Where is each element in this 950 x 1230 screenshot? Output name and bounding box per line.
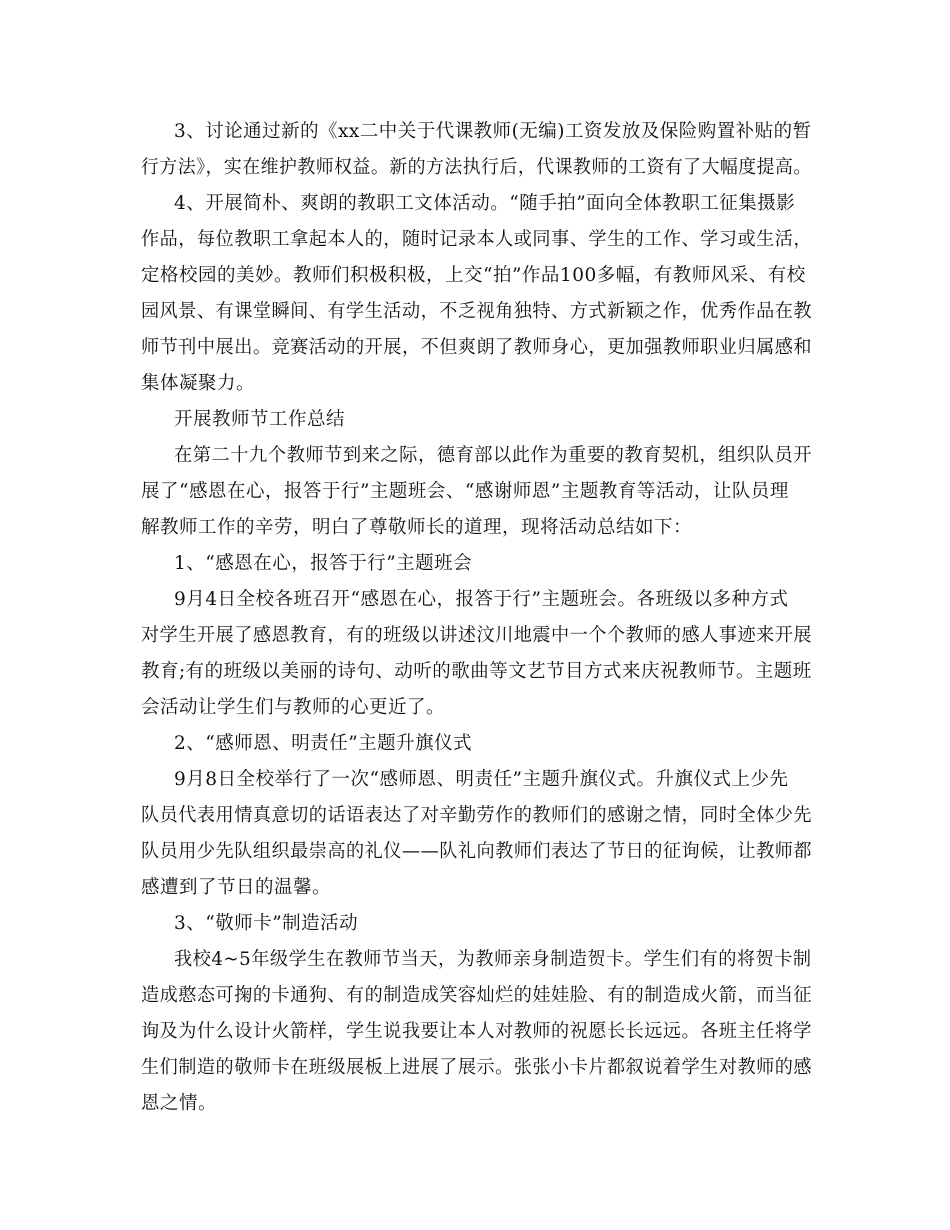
text-line: 定格校园的美妙。教师们积极积极，上交“拍”作品100多幅，有教师风采、有校 xyxy=(141,265,806,286)
text-line: 3、讨论通过新的《xx二中关于代课教师(无编)工资发放及保险购置补贴的暂 xyxy=(174,121,812,142)
text-line: 感遭到了节日的温馨。 xyxy=(141,877,332,898)
text-line: 展了“感恩在心，报答于行”主题班会、“感谢师恩”主题教育等活动，让队员理 xyxy=(141,481,789,502)
text-line: 师节刊中展出。竞赛活动的开展，不但爽朗了教师身心，更加强教师职业归属感和 xyxy=(141,337,813,358)
text-line: 我校4~5年级学生在教师节当天，为教师亲身制造贺卡。学生们有的将贺卡制 xyxy=(174,949,812,970)
text-line: 9月4日全校各班召开“感恩在心，报答于行”主题班会。各班级以多种方式 xyxy=(174,589,789,610)
text-line: 行方法》，实在维护教师权益。新的方法执行后，代课教师的工资有了大幅度提高。 xyxy=(141,157,812,178)
text-line: 9月8日全校举行了一次“感师恩、明责任”主题升旗仪式。升旗仪式上少先 xyxy=(174,769,789,790)
item-heading: 1、“感恩在心，报答于行”主题班会 xyxy=(174,553,473,574)
text-line: 造成憨态可掬的卡通狗、有的制造成笑容灿烂的娃娃脸、有的制造成火箭，而当征 xyxy=(141,985,813,1006)
text-line: 队员用少先队组织最崇高的礼仪——队礼向教师们表达了节日的征询候，让教师都 xyxy=(141,841,813,862)
text-line: 集体凝聚力。 xyxy=(141,373,256,394)
text-line: 教育;有的班级以美丽的诗句、动听的歌曲等文艺节目方式来庆祝教师节。主题班 xyxy=(141,661,812,682)
item-heading: 2、“感师恩、明责任”主题升旗仪式 xyxy=(174,733,473,754)
text-line: 解教师工作的辛劳，明白了尊敬师长的道理，现将活动总结如下： xyxy=(141,517,693,538)
text-line: 园风景、有课堂瞬间、有学生活动，不乏视角独特、方式新颖之作，优秀作品在教 xyxy=(141,301,813,322)
text-line: 会活动让学生们与教师的心更近了。 xyxy=(141,697,446,718)
text-line: 恩之情。 xyxy=(141,1093,218,1114)
text-line: 队员代表用情真意切的话语表达了对辛勤劳作的教师们的感谢之情，同时全体少先 xyxy=(141,805,813,826)
text-line: 4、开展简朴、爽朗的教职工文体活动。“随手拍”面向全体教职工征集摄影 xyxy=(174,193,796,214)
text-line: 对学生开展了感恩教育，有的班级以讲述汶川地震中一个个教师的感人事迹来开展 xyxy=(141,625,813,646)
section-heading: 开展教师节工作总结 xyxy=(174,409,346,430)
text-line: 询及为什么设计火箭样，学生说我要让本人对教师的祝愿长长远远。各班主任将学 xyxy=(141,1021,813,1042)
text-line: 在第二十九个教师节到来之际，德育部以此作为重要的教育契机，组织队员开 xyxy=(174,445,813,466)
item-heading: 3、“敬师卡”制造活动 xyxy=(174,913,359,934)
text-line: 生们制造的敬师卡在班级展板上进展了展示。张张小卡片都叙说着学生对教师的感 xyxy=(141,1057,813,1078)
text-line: 作品，每位教职工拿起本人的，随时记录本人或同事、学生的工作、学习或生活， xyxy=(141,229,813,250)
